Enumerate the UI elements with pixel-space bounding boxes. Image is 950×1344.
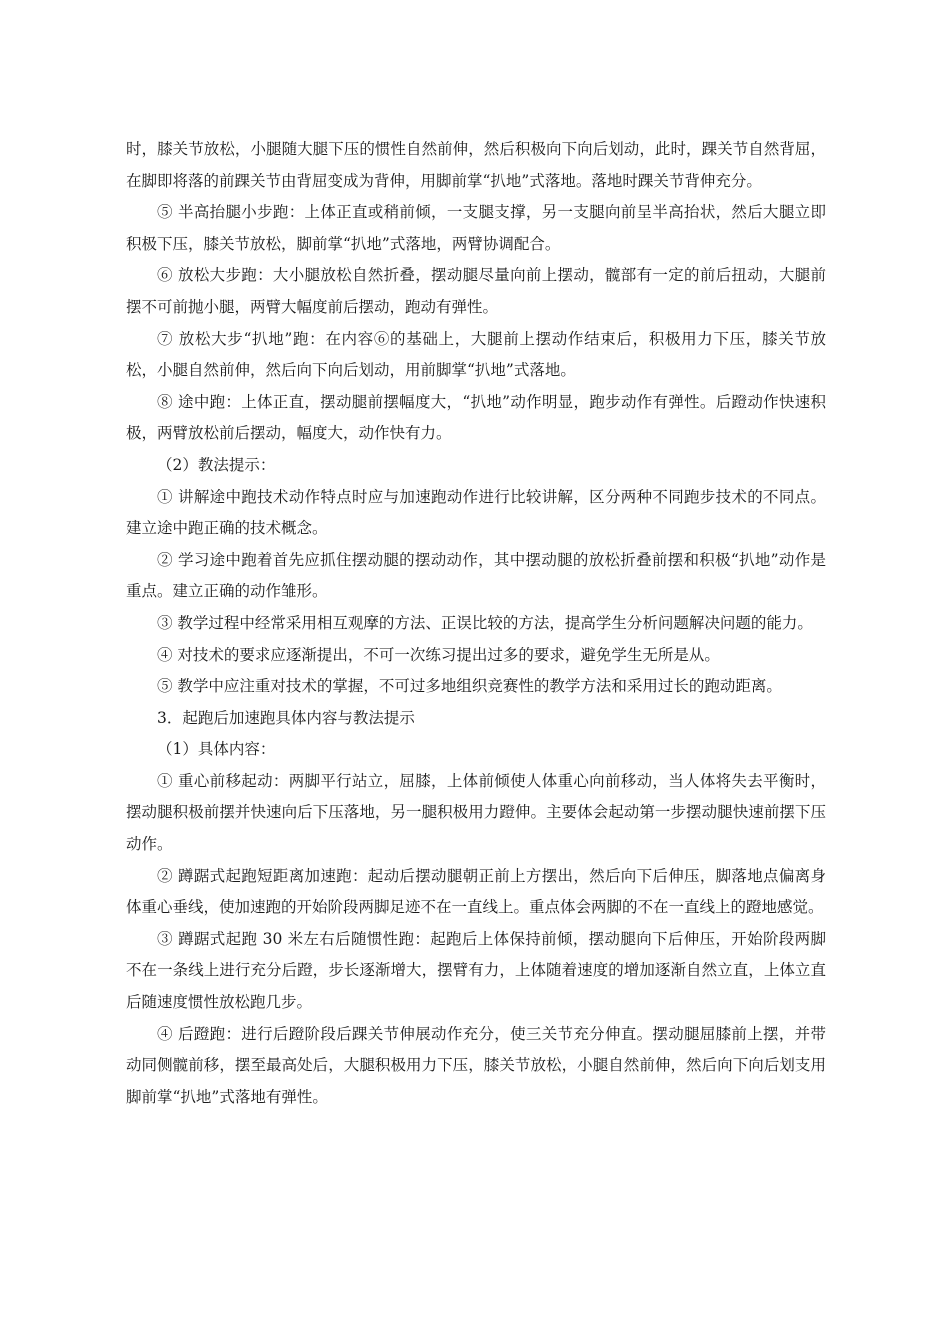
paragraph-continuation: 时，膝关节放松，小腿随大腿下压的惯性自然前伸，然后积极向下向后划动，此时，踝关节自然背屈，在脚即将落的前踝关节由背屈变成为背伸，用脚前掌“扒地”式落地。落地时踝关节背伸充分。 (126, 140, 826, 190)
paragraph-content-1: ① 重心前移起动：两脚平行站立，屈膝，上体前倾使人体重心向前移动，当人体将失去平衡时，摆动腿积极前摆并快速向后下压落地，另一腿积极用力蹬伸。主要体会起动第一步摆动腿快速前摆下压动作。 (126, 771, 826, 854)
section-heading-teaching-tips: （2）教法提示： (157, 455, 276, 474)
paragraph-item-7-relaxed-paw-run: ⑦ 放松大步“扒地”跑：在内容⑥的基础上，大腿前上摆动作结束后，积极用力下压，膝关节放松，小腿自然前伸，然后向下向后划动，用前脚掌“扒地”式落地。 (126, 329, 826, 380)
paragraph-content-4: ④ 后蹬跑：进行后蹬阶段后踝关节伸展动作充分，使三关节充分伸直。摆动腿屈膝前上摆，并带动同侧髋前移，摆至最高处后，大腿积极用力下压，膝关节放松，小腿自然前伸，然后向下向后划支用脚前掌“扒地”式落地有弹性。 (126, 1024, 826, 1106)
paragraph-tip-3: ③ 教学过程中经常采用相互观摩的方法、正误比较的方法，提高学生分析问题解决问题的能力。 (157, 613, 813, 632)
paragraph-item-8-midway-run: ⑧ 途中跑：上体正直，摆动腿前摆幅度大，“扒地”动作明显，跑步动作有弹性。后蹬动作快速积极，两臂放松前后摆动，幅度大，动作快有力。 (126, 392, 826, 443)
section-heading-specific-content: （1）具体内容： (157, 740, 276, 759)
paragraph-item-5-half-high-knee-run: ⑤ 半高抬腿小步跑：上体正直或稍前倾，一支腿支撑，另一支腿向前呈半高抬状，然后大腿立即积极下压，膝关节放松，脚前掌“扒地”式落地，两臂协调配合。 (126, 203, 826, 253)
paragraph-item-6-relaxed-stride-run: ⑥ 放松大步跑：大小腿放松自然折叠，摆动腿尽量向前上摆动，髋部有一定的前后扭动，大腿前摆不可前抛小腿，两臂大幅度前后摆动，跑动有弹性。 (126, 266, 826, 316)
document-body (126, 134, 826, 1113)
paragraph-tip-2: ② 学习途中跑着首先应抓住摆动腿的摆动动作，其中摆动腿的放松折叠前摆和积极“扒地”动作是重点。建立正确的动作雏形。 (126, 550, 826, 601)
section-heading-3: 3．起跑后加速跑具体内容与教法提示 (157, 708, 415, 727)
paragraph-tip-1: ① 讲解途中跑技术动作特点时应与加速跑动作进行比较讲解，区分两种不同跑步技术的不同点。建立途中跑正确的技术概念。 (126, 487, 826, 538)
paragraph-tip-4: ④ 对技术的要求应逐渐提出，不可一次练习提出过多的要求，避免学生无所是从。 (157, 645, 720, 664)
paragraph-content-3: ③ 蹲踞式起跑 30 米左右后随惯性跑：起跑后上体保持前倾，摆动腿向下后伸压，开始阶段两脚不在一条线上进行充分后蹬，步长逐渐增大，摆臂有力，上体随着速度的增加逐渐自然立直，上体立直后随速度惯性放松跑几步。 (126, 929, 826, 1012)
paragraph-content-2: ② 蹲踞式起跑短距离加速跑：起动后摆动腿朝正前上方摆出，然后向下后伸压，脚落地点偏离身体重心垂线，使加速跑的开始阶段两脚足迹不在一直线上。重点体会两脚的不在一直线上的蹬地感觉。 (126, 866, 826, 917)
paragraph-tip-5: ⑤ 教学中应注重对技术的掌握，不可过多地组织竞赛性的教学方法和采用过长的跑动距离。 (157, 677, 782, 696)
